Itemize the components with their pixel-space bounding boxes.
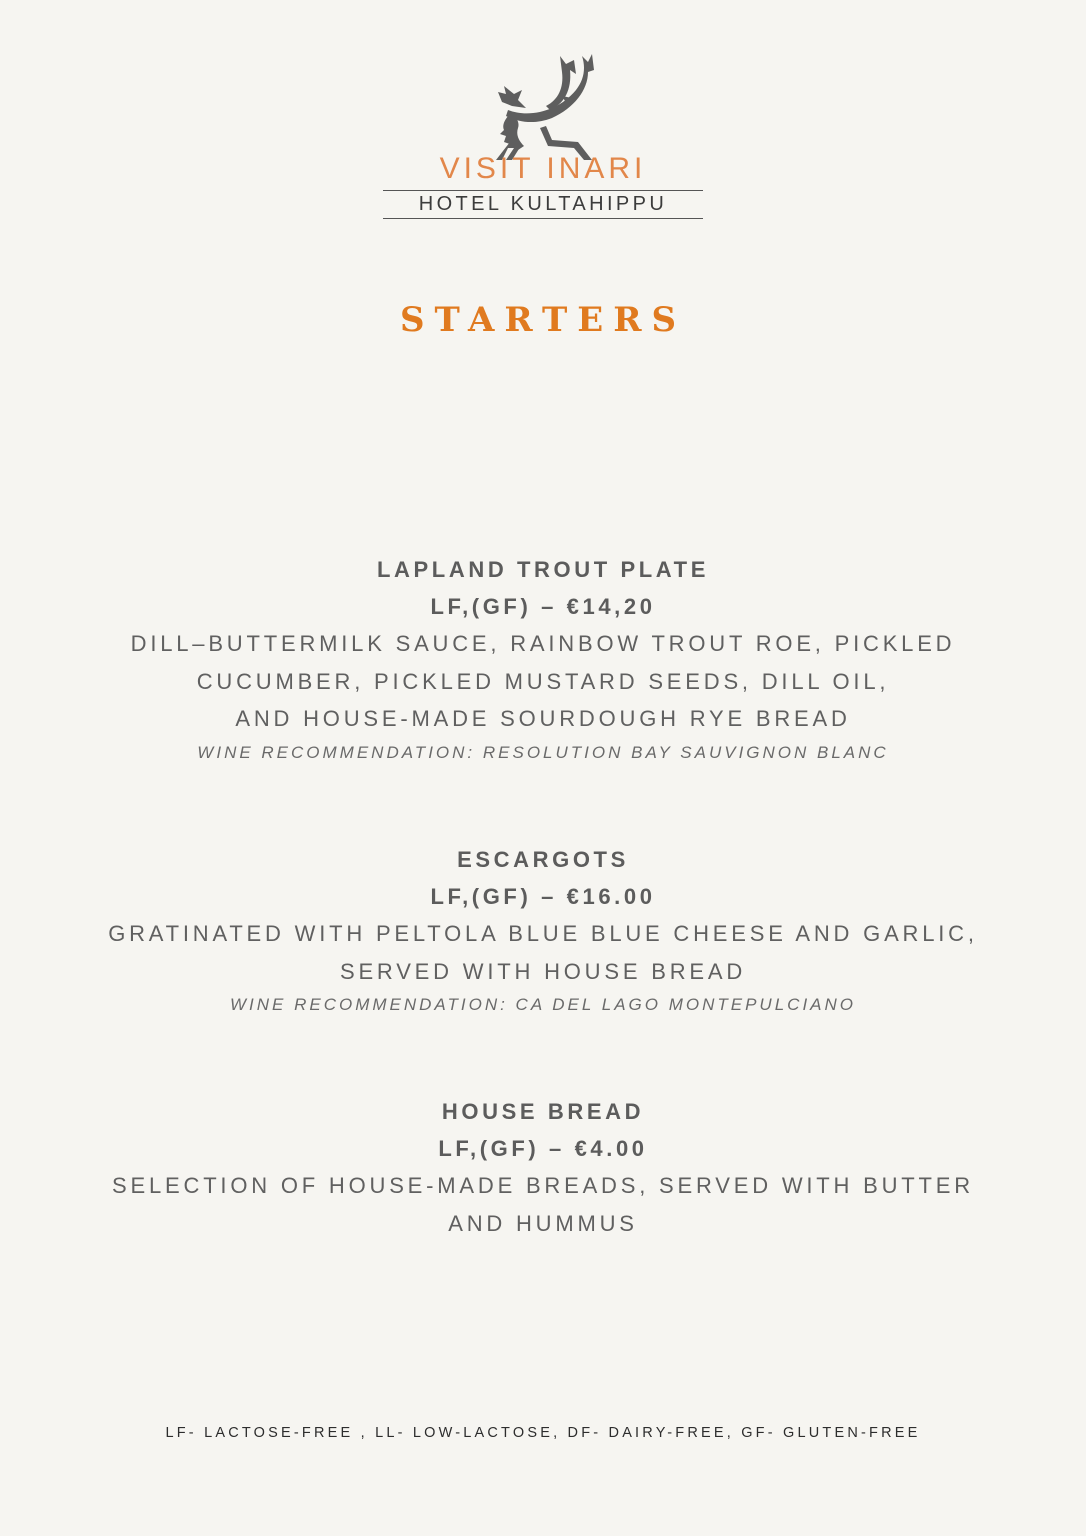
- menu-item-escargots: [0, 841, 1086, 1020]
- section-title: STARTERS: [399, 300, 687, 340]
- item-description-line: SELECTION OF HOUSE-MADE BREADS, SERVED WITH BUTTER: [112, 1173, 974, 1198]
- item-name: ESCARGOTS: [457, 847, 629, 872]
- item-description-line: DILL–BUTTERMILK SAUCE, RAINBOW TROUT ROE, PICKLED: [130, 631, 956, 656]
- menu-item-lapland-trout-plate: [0, 551, 1086, 768]
- item-price: LF,(GF) – €16.00: [430, 884, 656, 909]
- item-description-line: GRATINATED WITH PELTOLA BLUE BLUE CHEESE AND GARLIC,: [108, 921, 978, 946]
- item-name: HOUSE BREAD: [441, 1099, 645, 1124]
- dietary-legend: LF- LACTOSE-FREE , LL- LOW-LACTOSE, DF- DAIRY-FREE, GF- GLUTEN-FREE: [165, 1425, 921, 1441]
- item-description-line: AND HUMMUS: [448, 1210, 638, 1236]
- item-price: LF,(GF) – €14,20: [430, 594, 656, 619]
- item-description-line: CUCUMBER, PICKLED MUSTARD SEEDS, DILL OIL,: [196, 668, 890, 694]
- wine-recommendation: WINE RECOMMENDATION: RESOLUTION BAY SAUVIGNON BLANC: [197, 742, 889, 762]
- item-description-line: AND HOUSE-MADE SOURDOUGH RYE BREAD: [235, 706, 851, 731]
- wine-recommendation: WINE RECOMMENDATION: CA DEL LAGO MONTEPULCIANO: [229, 995, 857, 1014]
- divider-top: [383, 190, 703, 191]
- hotel-name: HOTEL KULTAHIPPU: [418, 193, 668, 215]
- item-price: LF,(GF) – €4.00: [438, 1136, 648, 1161]
- brand-name: VISIT INARI: [439, 152, 647, 185]
- item-description-line: SERVED WITH HOUSE BREAD: [339, 958, 747, 984]
- menu-item-house-bread: [0, 1093, 1086, 1242]
- reindeer-antler-face-icon: [488, 50, 598, 160]
- item-name: LAPLAND TROUT PLATE: [377, 557, 709, 582]
- logo: [0, 50, 1086, 160]
- divider-bottom: [383, 218, 703, 219]
